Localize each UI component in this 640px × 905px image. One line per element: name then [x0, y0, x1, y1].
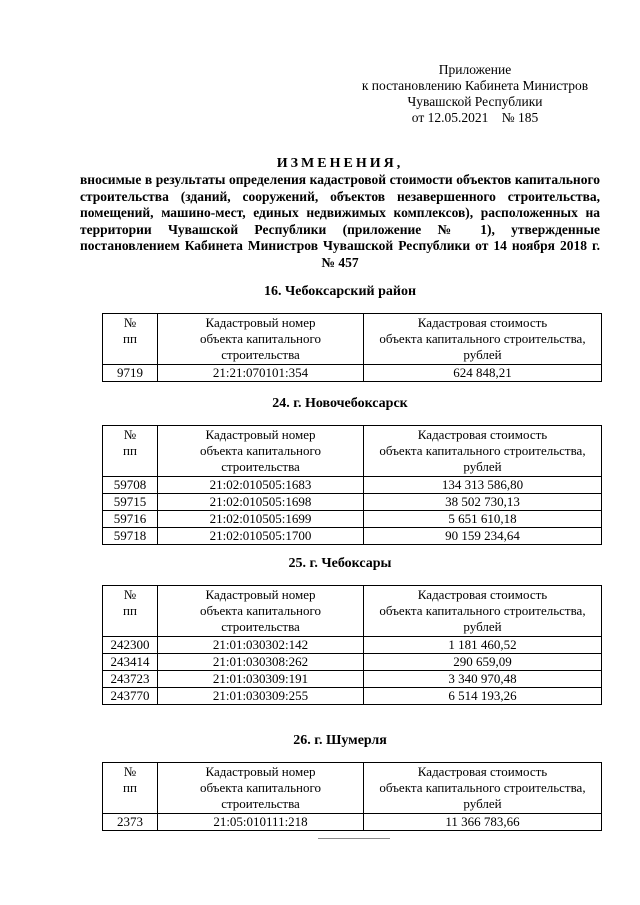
row-number: 59718 [103, 528, 158, 545]
table-row [103, 365, 602, 382]
cadastral-table [102, 585, 602, 705]
header-number: № пп [103, 314, 158, 365]
row-cadastral-cost: 5 651 610,18 [364, 511, 602, 528]
header-cadastral-number: Кадастровый номер объекта капитального строительства [158, 763, 364, 814]
appendix-number: № 185 [501, 110, 539, 125]
table-row [103, 654, 602, 671]
appendix-resolution: к постановлению Кабинета Министров [361, 78, 589, 93]
header-number: № пп [103, 426, 158, 477]
header-cadastral-number: Кадастровый номер объекта капитального строительства [158, 426, 364, 477]
row-cadastral-number: 21:05:010111:218 [158, 814, 364, 831]
row-cadastral-cost: 38 502 730,13 [364, 494, 602, 511]
row-number: 243414 [103, 654, 158, 671]
section-title: 25. г. Чебоксары [288, 556, 392, 571]
table-header-row [103, 314, 602, 365]
appendix-block [340, 62, 610, 126]
row-cadastral-number: 21:02:010505:1698 [158, 494, 364, 511]
row-cadastral-cost: 3 340 970,48 [364, 671, 602, 688]
header-cadastral-cost: Кадастровая стоимость объекта капитального строительства, рублей [364, 586, 602, 637]
row-cadastral-cost: 11 366 783,66 [364, 814, 602, 831]
cadastral-table [102, 313, 602, 382]
row-cadastral-number: 21:02:010505:1699 [158, 511, 364, 528]
row-number: 243723 [103, 671, 158, 688]
appendix-republic: Чувашской Республики [407, 94, 543, 109]
appendix-label: Приложение [438, 62, 512, 77]
row-number: 2373 [103, 814, 158, 831]
row-cadastral-cost: 1 181 460,52 [364, 637, 602, 654]
row-number: 59708 [103, 477, 158, 494]
row-cadastral-number: 21:01:030308:262 [158, 654, 364, 671]
row-cadastral-number: 21:01:030309:255 [158, 688, 364, 705]
header-cadastral-number: Кадастровый номер объекта капитального строительства [158, 314, 364, 365]
table-header-row [103, 586, 602, 637]
cadastral-table [102, 425, 602, 545]
header-cadastral-cost: Кадастровая стоимость объекта капитального строительства, рублей [364, 314, 602, 365]
table-row [103, 477, 602, 494]
row-cadastral-number: 21:02:010505:1683 [158, 477, 364, 494]
table-row [103, 814, 602, 831]
header-number: № пп [103, 763, 158, 814]
table-row [103, 511, 602, 528]
table-row [103, 528, 602, 545]
appendix-date-line [340, 110, 610, 126]
row-cadastral-cost: 6 514 193,26 [364, 688, 602, 705]
appendix-date: от 12.05.2021 [411, 110, 489, 125]
row-cadastral-cost: 290 659,09 [364, 654, 602, 671]
row-cadastral-number: 21:01:030309:191 [158, 671, 364, 688]
header-cadastral-cost: Кадастровая стоимость объекта капитального строительства, рублей [364, 426, 602, 477]
document-title: ИЗМЕНЕНИЯ, [276, 156, 404, 171]
header-cadastral-number: Кадастровый номер объекта капитального строительства [158, 586, 364, 637]
section-title: 24. г. Новочебоксарск [272, 396, 408, 411]
row-cadastral-cost: 624 848,21 [364, 365, 602, 382]
table-row [103, 671, 602, 688]
section-title: 26. г. Шумерля [293, 733, 387, 748]
table-row [103, 494, 602, 511]
row-number: 9719 [103, 365, 158, 382]
table-header-row [103, 426, 602, 477]
row-cadastral-number: 21:01:030302:142 [158, 637, 364, 654]
row-cadastral-number: 21:21:070101:354 [158, 365, 364, 382]
row-cadastral-cost: 134 313 586,80 [364, 477, 602, 494]
table-row [103, 637, 602, 654]
section-title: 16. Чебоксарский район [263, 284, 417, 299]
row-number: 59715 [103, 494, 158, 511]
cadastral-table [102, 762, 602, 831]
table-row [103, 688, 602, 705]
header-cadastral-cost: Кадастровая стоимость объекта капитального строительства, рублей [364, 763, 602, 814]
row-number: 243770 [103, 688, 158, 705]
header-number: № пп [103, 586, 158, 637]
row-number: 59716 [103, 511, 158, 528]
row-cadastral-number: 21:02:010505:1700 [158, 528, 364, 545]
footer-divider [318, 838, 390, 839]
row-number: 242300 [103, 637, 158, 654]
document-intro: вносимые в результаты определения кадастровой стоимости объектов капитального строительства (зданий, сооружений, объектов незавершенного строительства, помещений, машино-мест, единых недвижимых комплексов), расположенных на территории Чувашской Республики (приложение № 1), утвержденные постановлением Кабинета Министров Чувашской Республики от 14 ноября 2018 г. № 457 [80, 172, 600, 270]
table-header-row [103, 763, 602, 814]
row-cadastral-cost: 90 159 234,64 [364, 528, 602, 545]
